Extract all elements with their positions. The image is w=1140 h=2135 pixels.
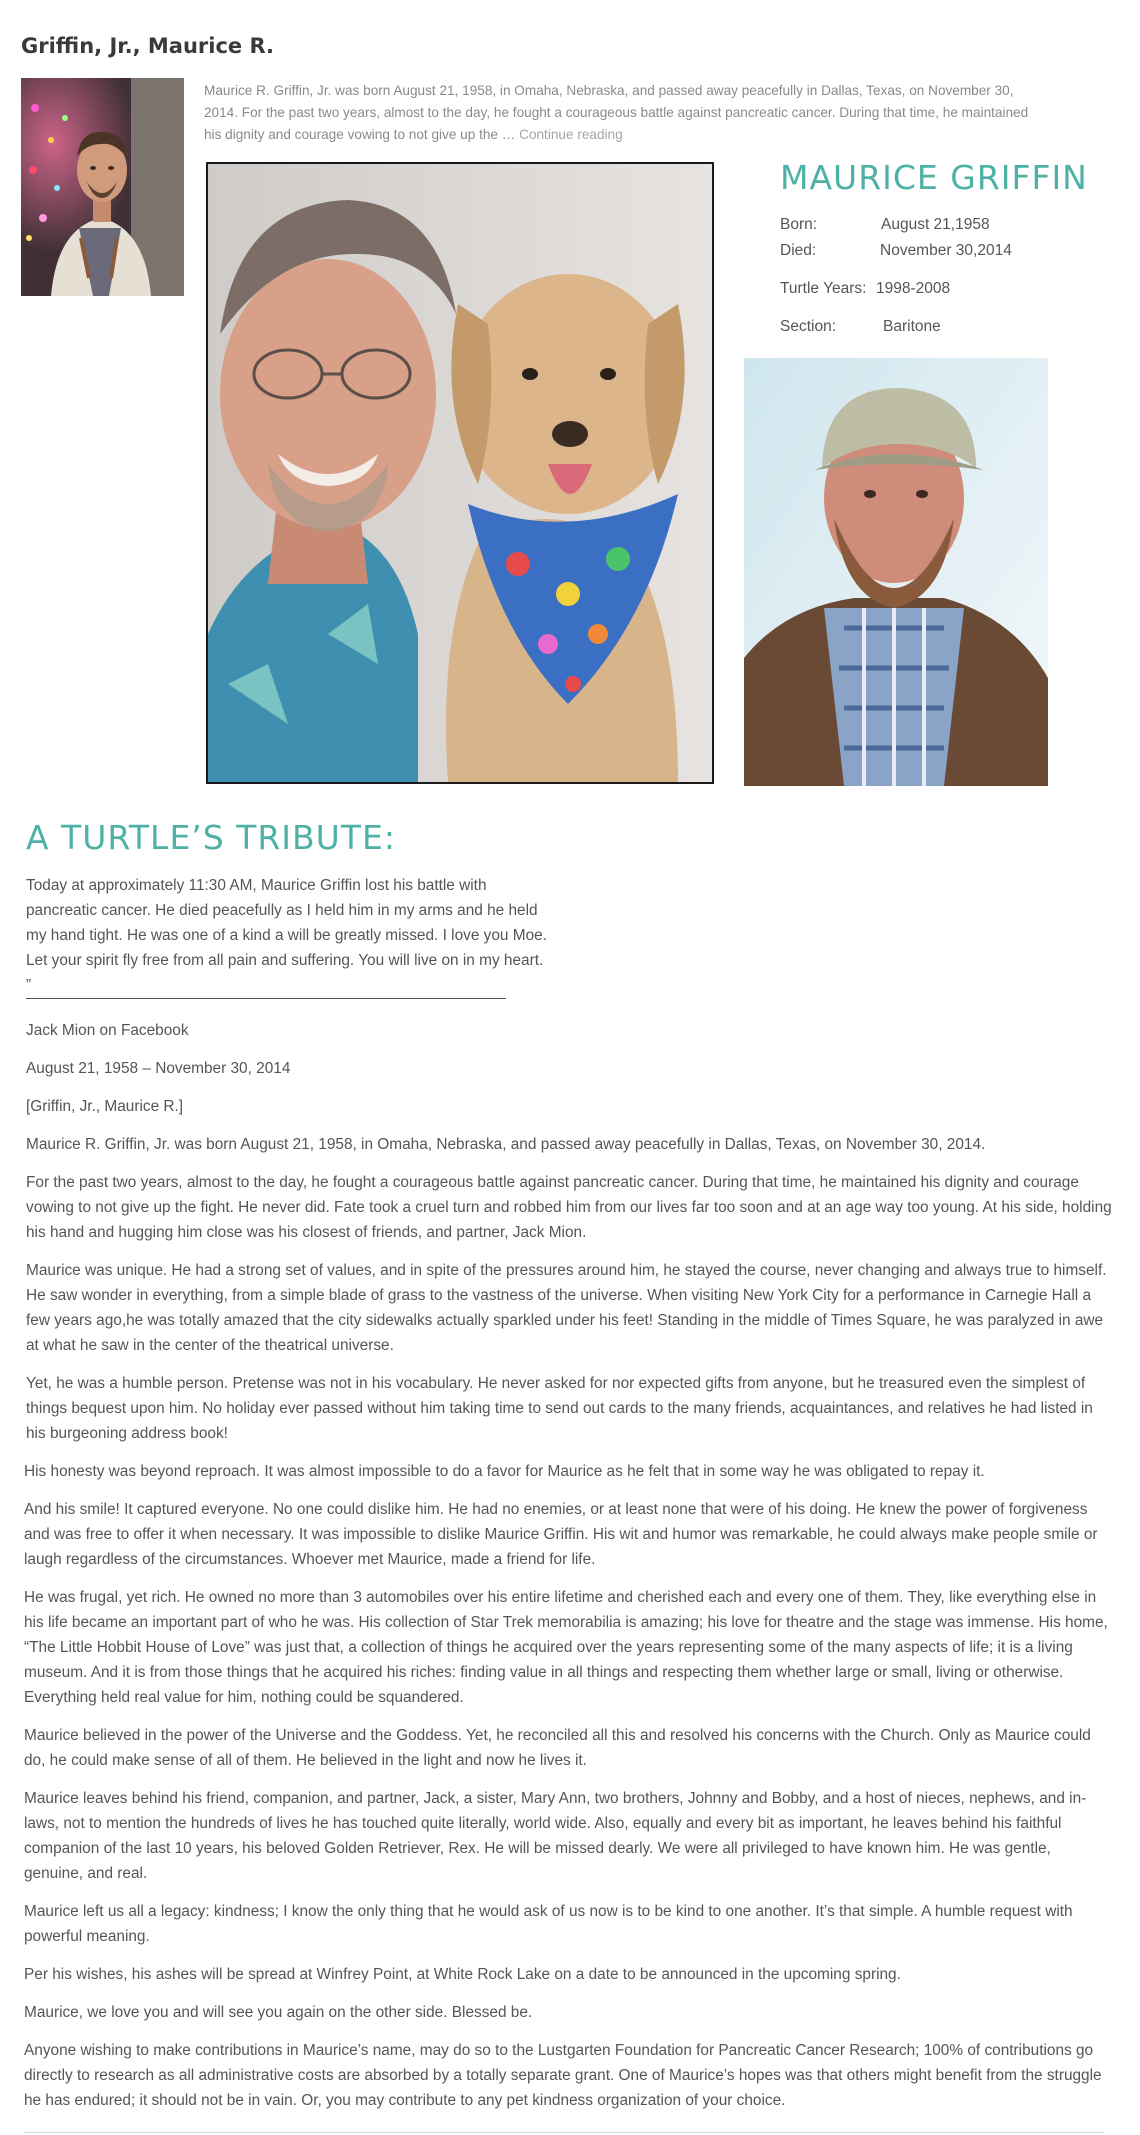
post-title[interactable]: Griffin, Jr., Maurice R. bbox=[21, 34, 275, 58]
tribute-paragraph: Maurice was unique. He had a strong set of values, and in spite of the pressures around him, he stayed the course, never changing and always true to himself. He saw wonder in everything, from a simple blade of grass to the vastness of the universe. When visiting New York City for a performance in Carnegie Hall a few years ago,he was totally amazed that the city sidewalks actually sparkled under his feet! Standing in the middle of Times Square, he was paralyzed in awe at what he saw in the center of the theatrical universe. bbox=[26, 1262, 1107, 1354]
section-label: Section: bbox=[780, 318, 837, 335]
photo-with-dog bbox=[206, 162, 714, 784]
thumbnail-photo[interactable] bbox=[21, 78, 184, 296]
footer-divider bbox=[24, 2132, 1104, 2133]
section-fact bbox=[780, 318, 941, 336]
tribute-paragraph: Maurice, we love you and will see you again on the other side. Blessed be. bbox=[24, 2004, 533, 2021]
tribute-paragraph: He was frugal, yet rich. He owned no more than 3 automobiles over his entire lifetime and cherished each and every one of them. They, like everything else in his life became an important part of who he was. His collection of Star Trek memorabilia is amazing; his love for theatre and the stage was immense. His home, “The Little Hobbit House of Love” was just that, a collection of things he acquired over the years representing some of the many aspects of life; it is a living museum. And it is from those things that he acquired his riches: finding value in all things and respecting them whether large or small, living or otherwise. Everything held real value for him, nothing could be squandered. bbox=[24, 1589, 1108, 1706]
tribute-paragraph: And his smile! It captured everyone. No one could dislike him. He had no enemies, or at least none that were of his doing. He knew the power of forgiveness and was free to offer it when necessary. It was impossible to dislike Maurice Griffin. His wit and humor was remarkable, he could always make people smile or laugh regardless of the circumstances. Whoever met Maurice, made a friend for life. bbox=[24, 1501, 1098, 1568]
died-label: Died: bbox=[780, 242, 817, 259]
born-fact bbox=[780, 216, 990, 234]
turtle-years-fact bbox=[780, 280, 951, 298]
quote-line: my hand tight. He was one of a kind a will be greatly missed. I love you Moe. bbox=[26, 927, 547, 944]
continue-reading-link[interactable]: Continue reading bbox=[519, 127, 623, 142]
tribute-paragraph: Maurice leaves behind his friend, companion, and partner, Jack, a sister, Mary Ann, two brothers, Johnny and Bobby, and a host of nieces, nephews, and in-laws, not to mention the hundreds of lives he has touched quite literally, world wide. Also, equally and every bit as important, he leaves behind his faithful companion of the last 10 years, his beloved Golden Retriever, Rex. He will be missed dearly. We were all privileged to have known him. He was gentle, genuine, and real. bbox=[24, 1790, 1087, 1882]
tribute-paragraph: For the past two years, almost to the day, he fought a courageous battle against pancreatic cancer. During that time, he maintained his dignity and courage vowing to not give up the fight. He never did. Fate took a cruel turn and robbed him from our lives far too soon and at an age way too young. At his side, holding his hand and hugging him close was his closest of friends, and partner, Jack Mion. bbox=[26, 1174, 1112, 1241]
quote-author: Jack Mion on Facebook bbox=[26, 1022, 189, 1039]
photo-in-cap-graphic bbox=[744, 358, 1048, 786]
tribute-paragraph: Yet, he was a humble person. Pretense was not in his vocabulary. He never asked for nor expected gifts from anyone, but he treasured even the simplest of things bequest upon him. No holiday ever passed without him taking time to send out cards to the many friends, acquaintances, and relatives he had listed in his burgeoning address book! bbox=[26, 1375, 1093, 1442]
quote-line: Today at approximately 11:30 AM, Maurice Griffin lost his battle with bbox=[26, 877, 487, 894]
photo-with-dog-graphic bbox=[208, 164, 712, 782]
bracket-name: [Griffin, Jr., Maurice R.] bbox=[26, 1098, 184, 1115]
excerpt-text: Maurice R. Griffin, Jr. was born August 21, 1958, in Omaha, Nebraska, and passed away peacefully in Dallas, Texas, on November 30, 2014. For the past two years, almost to the day, he fought a courageous battle against pancreatic cancer. During that time, he maintained his dignity and courage vowing to not give up the … bbox=[204, 83, 1029, 142]
tribute-paragraph: Maurice believed in the power of the Universe and the Goddess. Yet, he reconciled all this and resolved his concerns with the Church. Only as Maurice could do, he could make sense of all of them. He believed in the light and now he lives it. bbox=[24, 1727, 1091, 1769]
section-value: Baritone bbox=[883, 318, 941, 335]
tribute-paragraph: His honesty was beyond reproach. It was almost impossible to do a favor for Maurice as he felt that in some way he was obligated to repay it. bbox=[24, 1463, 985, 1480]
quote-divider bbox=[26, 998, 506, 999]
photo-in-cap bbox=[744, 358, 1048, 786]
tribute-heading: A TURTLE’S TRIBUTE: bbox=[26, 818, 396, 857]
born-label: Born: bbox=[780, 216, 818, 233]
died-fact bbox=[780, 242, 1012, 260]
quote-line: ” bbox=[26, 977, 32, 994]
life-dates: August 21, 1958 – November 30, 2014 bbox=[26, 1060, 291, 1077]
tribute-paragraph: Maurice R. Griffin, Jr. was born August 21, 1958, in Omaha, Nebraska, and passed away peacefully in Dallas, Texas, on November 30, 2014. bbox=[26, 1136, 986, 1153]
profile-name-heading: MAURICE GRIFFIN bbox=[780, 158, 1088, 197]
post-excerpt bbox=[204, 80, 1049, 146]
quote-line: Let your spirit fly free from all pain and suffering. You will live on in my heart. bbox=[26, 952, 544, 969]
tribute-paragraph: Maurice left us all a legacy: kindness; I know the only thing that he would ask of us now is to be kind to one another. It’s that simple. A humble request with powerful meaning. bbox=[24, 1903, 1073, 1945]
turtle-years-label: Turtle Years: bbox=[780, 280, 867, 297]
tribute-paragraph: Anyone wishing to make contributions in Maurice’s name, may do so to the Lustgarten Foundation for Pancreatic Cancer Research; 100% of contributions go directly to research as all administrative costs are absorbed by a totally separate grant. One of Maurice’s hopes was that others might benefit from the struggle he has endured; it should not be in vain. Or, you may contribute to any pet kindness organization of your choice. bbox=[24, 2042, 1102, 2109]
turtle-years-value: 1998-2008 bbox=[876, 280, 951, 297]
facebook-quote bbox=[26, 873, 586, 998]
died-value: November 30,2014 bbox=[880, 242, 1012, 259]
born-value: August 21,1958 bbox=[881, 216, 990, 233]
tribute-paragraph: Per his wishes, his ashes will be spread at Winfrey Point, at White Rock Lake on a date to be announced in the upcoming spring. bbox=[24, 1966, 901, 1983]
quote-line: pancreatic cancer. He died peacefully as I held him in my arms and he held bbox=[26, 902, 538, 919]
thumbnail-photo-graphic bbox=[21, 78, 184, 296]
